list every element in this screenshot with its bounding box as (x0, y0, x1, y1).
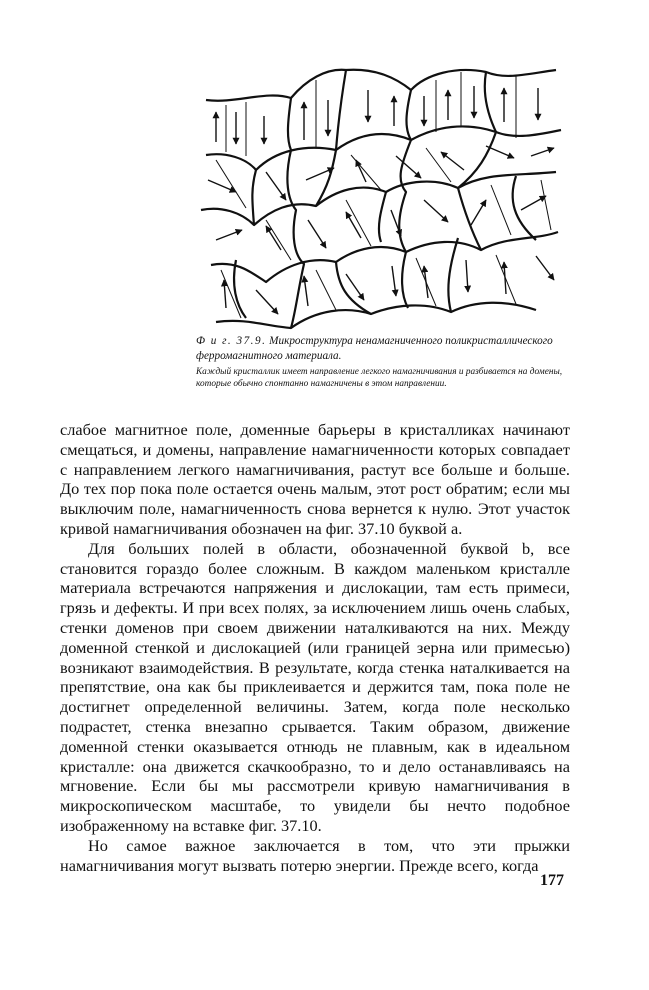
figure-caption (196, 334, 568, 390)
paragraph-3: Но самое важное заключается в том, что эти прыжки намагничивания могут вызвать потерю энергии. Прежде всего, когда (60, 835, 570, 875)
grain-domain-drawing (196, 60, 566, 332)
figure-title: Микроструктура ненамагниченного поликристаллического ферромагнитного материала. (196, 335, 553, 362)
paragraph-2: Для больших полей в области, обозначенной буквой b, все становится гораздо более сложным. В каждом маленьком кристалле материала встречаются напряжения и дислокации, там есть примеси, грязь и дефекты. И при всех полях, за исключением лишь очень слабых, стенки доменов при своем движении наталкиваются на них. Между доменной стенкой и дислокацией (или границей зерна или примесью) возникают взаимодействия. В результате, когда стенка наталкивается на препятствие, она как бы приклеивается и держится там, пока поле не достигнет определенной величины. Затем, когда поле несколько подрастет, стенка внезапно срывается. Таким образом, движение доменной стенки оказывается отнюдь не плавным, как в идеальном кристалле: она движется скачкообразно, то и дело останавливаясь на мгновение. Если бы мы рассмотрели кривую намагничивания в микроскопическом масштабе, то увидели бы нечто подобное изображенному на вставке фиг. 37.10. (60, 538, 570, 835)
figure-note: Каждый кристаллик имеет направление легкого намагничивания и разбивается на домены, которые обычно спонтанно намагничены в этом направлении. (196, 367, 563, 389)
paragraph-1: слабое магнитное поле, доменные барьеры в кристалликах начинают смещаться, и домены, направление намагниченности которых совпадает с направлением легкого намагничивания, растут все больше и больше. До тех пор пока поле остается очень малым, этот рост обратим; если мы выключим поле, намагниченность снова вернется к нулю. Этот участок кривой намагничивания обозначен на фиг. 37.10 буквой a. (60, 420, 570, 538)
caption-title-line (196, 334, 568, 364)
figure-label: Ф и г. 37.9. (196, 335, 267, 347)
microstructure-figure (196, 60, 566, 332)
body-text (60, 420, 570, 875)
page-number: 177 (540, 872, 564, 889)
